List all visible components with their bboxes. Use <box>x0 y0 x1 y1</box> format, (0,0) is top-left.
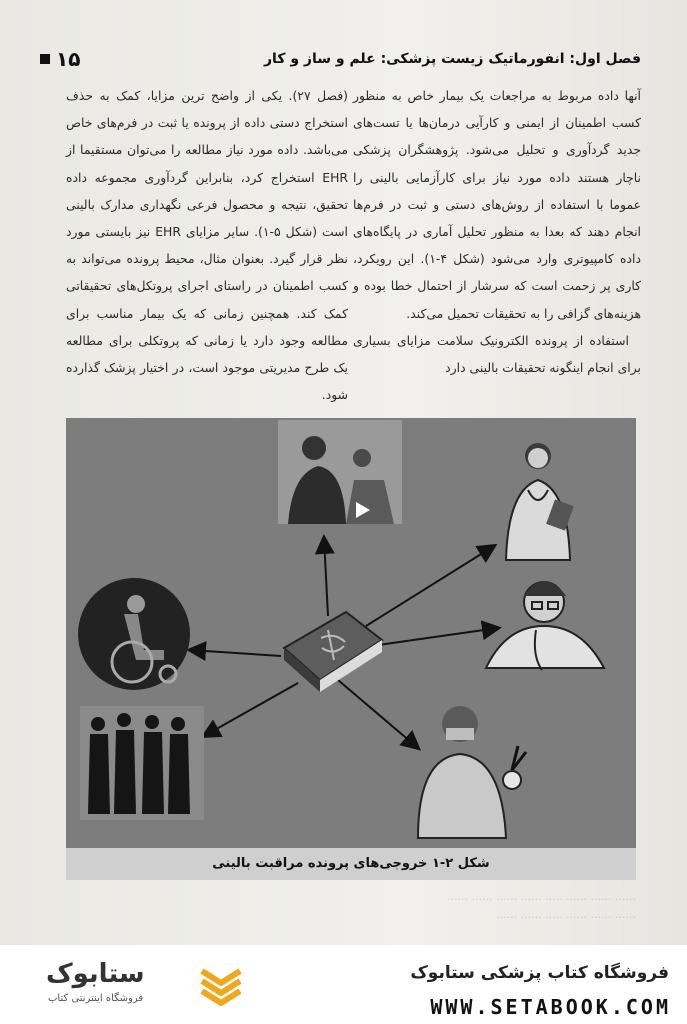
figure <box>66 418 636 880</box>
chapter-title: فصل اول: انفورماتیک زیست پزشکی: علم و ساز و کار <box>264 51 641 67</box>
store-name: فروشگاه کتاب پزشکی ستابوک <box>410 963 669 983</box>
wheelchair-patient-icon <box>78 578 190 690</box>
page-number-block <box>40 47 80 71</box>
figure-illustration <box>66 418 636 848</box>
logo-tagline: فروشگاه اینترنتی کتاب <box>48 993 144 1004</box>
chevron-logo-icon <box>196 961 246 1011</box>
paragraph: (فصل ۲۷). یکی از واضح ترین مزایا، کمک به حذف استخراج دستی داده از پرونده یا ثبت در فرم‌های خاص می‌باشد. داده مورد نیاز مطالعه را می‌توان مستقیما از EHR استخراج کرد، بنابراین گردآوری مجموعه داده تحقیق، نتیجه و محصول فرعی نگهداری مدارک بالینی است (شکل ۵-۱). سایر مزایای EHR نیز بایستی مورد نظر قرار گیرد. بعنوان مثال، محیط پرونده می‌تواند به کسب اطمینان در راستای اجرای پروتکل‌های تحقیقاتی کمک کند. همچنین زمانی که یک بیمار مناسب برای مطالعه وجود دارد یا زمانی که پروتکلی برای مطالعه یک طرح مدیریتی موجود است، در اختیار پزشک گذارده شود. <box>66 88 349 403</box>
right-column <box>353 82 641 381</box>
bleed-through-text <box>66 888 636 942</box>
nurse-clipboard-icon <box>506 443 574 560</box>
logo-word: ستابوک <box>46 959 145 989</box>
page-number: ۱۵ <box>56 47 81 71</box>
doctor-patient-icon <box>278 420 402 524</box>
surgeon-icon <box>418 706 526 838</box>
paragraph: آنها داده مربوط به مراجعات یک بیمار خاص به منظور کسب اطمینان از ایمنی و کارآیی درمان‌ها یا تست‌های جدید گردآوری و تحلیل می‌شود. پژوهشگران پزشکی ناچار هستند داده مورد نیاز برای کارآزمایی بالینی را عموما با استفاده از روش‌های دستی و ثبت در فرم‌ها انجام دهند که بعدا به منظور تحلیل آماری در پایگاه‌های داده کامپیوتری وارد می‌شود (شکل ۴-۱). این رویکرد، کاری پر زحمت است که سرشار از احتمال خطا بوده و هزینه‌های گزافی را به تحقیقات تحمیل می‌کند. <box>353 88 641 321</box>
store-url-link[interactable]: WWW.SETABOOK.COM <box>430 995 671 1019</box>
administrators-group-icon <box>80 706 204 820</box>
figure-caption: شکل ۲-۱ خروجی‌های پرونده مراقبت بالینی <box>66 848 636 880</box>
physician-stethoscope-icon <box>486 581 604 670</box>
paragraph: استفاده از پرونده الکترونیک سلامت مزایای بسیاری برای انجام اینگونه تحقیقات بالینی دارد <box>353 332 641 376</box>
ghost-line: ...... ...... ...... ..... ...... ...... <box>496 908 636 921</box>
ghost-line: ...... ...... ...... ..... ...... ...... ...... ...... <box>447 890 636 903</box>
left-column <box>66 82 348 408</box>
book-caduceus-icon <box>284 612 382 692</box>
store-logo[interactable] <box>28 957 258 1015</box>
page-header <box>40 44 641 74</box>
header-square-icon <box>40 54 50 64</box>
store-footer <box>0 945 687 1024</box>
